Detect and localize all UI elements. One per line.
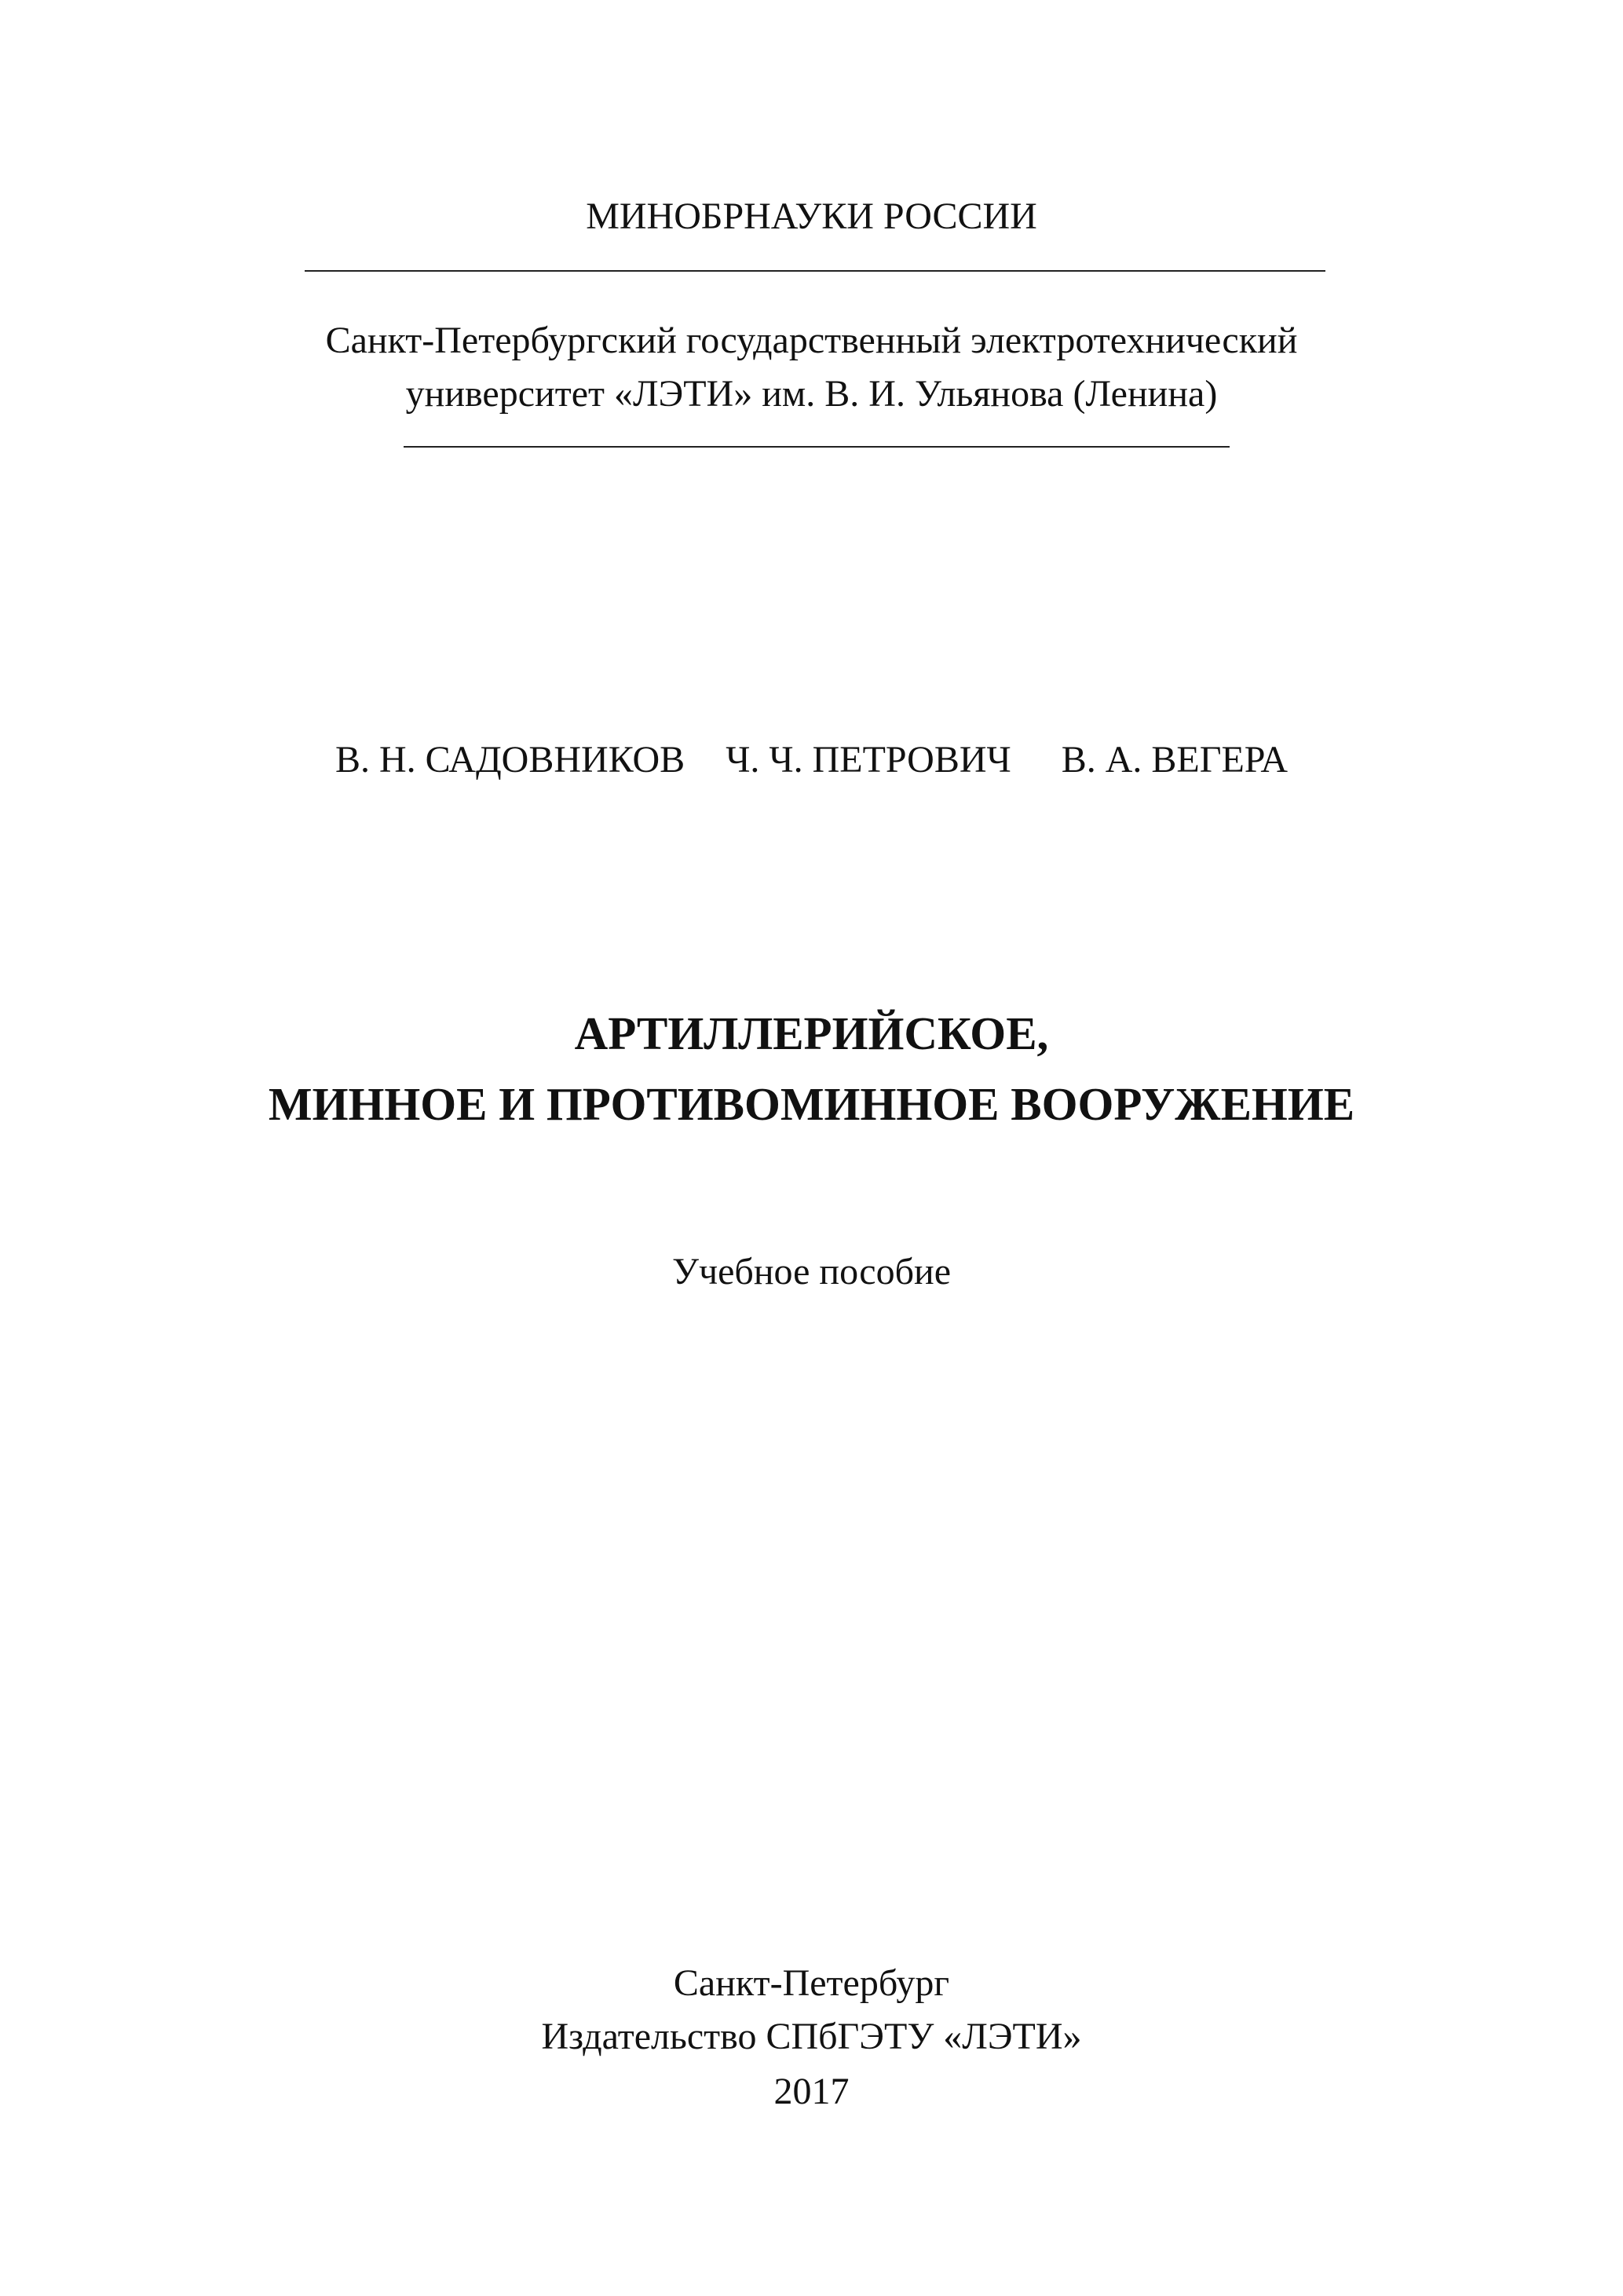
- university-name-line-1: Санкт-Петербургский государственный электротехнический: [325, 320, 1298, 361]
- document-type: Учебное пособие: [671, 1251, 952, 1292]
- authors: [0, 737, 1623, 784]
- imprint-city: Санкт-Петербург: [673, 1962, 950, 2004]
- book-title-line-2: МИННОЕ И ПРОТИВОМИННОЕ ВООРУЖЕНИЕ: [268, 1078, 1355, 1130]
- book-title-line-1: АРТИЛЛЕРИЙСКОЕ,: [574, 1007, 1049, 1059]
- university-name-line-2: университет «ЛЭТИ» им. В. И. Ульянова (Ленина): [405, 373, 1218, 415]
- ministry-header: МИНОБРНАУКИ РОССИИ: [586, 196, 1037, 237]
- ministry-divider: [305, 270, 1325, 272]
- imprint-publisher: Издательство СПбГЭТУ «ЛЭТИ»: [541, 2016, 1082, 2057]
- author-2: Ч. Ч. ПЕТРОВИЧ: [726, 739, 1011, 781]
- university-divider: [404, 446, 1230, 448]
- author-1: В. Н. САДОВНИКОВ: [334, 739, 685, 781]
- imprint-year: 2017: [773, 2071, 850, 2112]
- author-3: В. А. ВЕГЕРА: [1061, 739, 1289, 781]
